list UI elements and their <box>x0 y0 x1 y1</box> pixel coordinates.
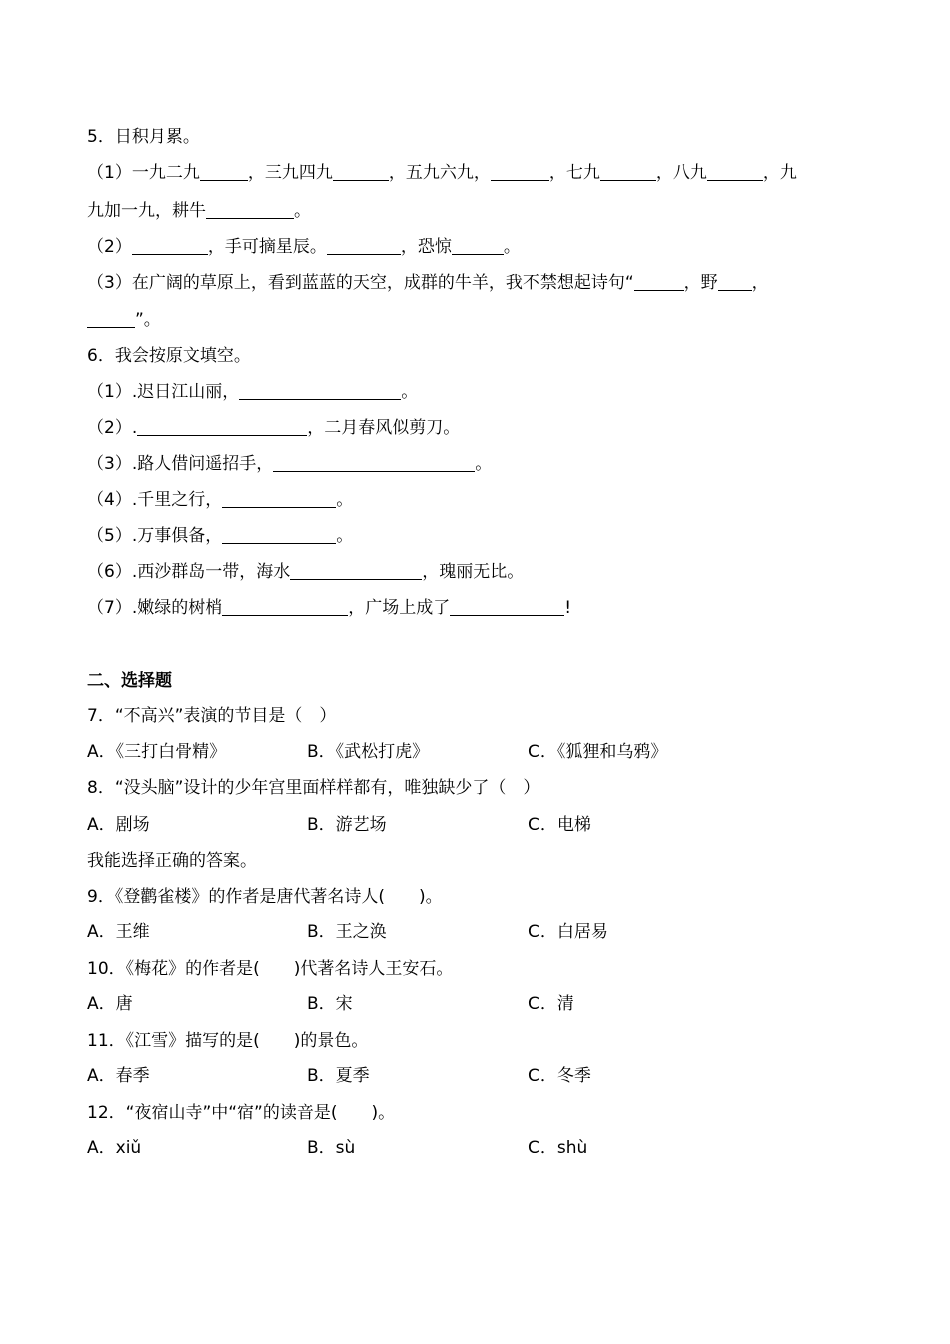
answer-blank[interactable] <box>200 162 248 181</box>
q5-part1-line2 <box>87 199 311 223</box>
q6-item-text: 。 <box>475 454 493 474</box>
answer-blank[interactable] <box>87 309 135 328</box>
q5-p3-text-a: （3）在广阔的草原上，看到蓝蓝的天空，成群的牛羊，我不禁想起诗句“ <box>87 273 634 293</box>
q5-title-text: 5．日积月累。 <box>87 127 200 147</box>
q6-item-7 <box>87 596 571 620</box>
answer-blank[interactable] <box>206 200 294 219</box>
answer-blank[interactable] <box>600 162 656 181</box>
q8-option-b[interactable]: B．游艺场 <box>307 815 387 835</box>
q5-p2-text-d: 。 <box>503 237 521 257</box>
q12-option-a[interactable]: A．xiǔ <box>87 1138 142 1158</box>
q6-item-text: ，瑰丽无比。 <box>422 562 525 582</box>
answer-blank[interactable] <box>222 525 336 544</box>
q5-part1-line1 <box>87 161 797 185</box>
answer-blank[interactable] <box>452 236 504 255</box>
q10-stem: 10．《梅花》的作者是( )代著名诗人王安石。 <box>87 959 454 979</box>
q9-option-a[interactable]: A．王维 <box>87 922 150 942</box>
answer-blank[interactable] <box>239 381 401 400</box>
q7-option-c[interactable]: C．《狐狸和乌鸦》 <box>528 742 668 762</box>
q11-option-a[interactable]: A．春季 <box>87 1066 150 1086</box>
q5-p1-text-g: 九加一九，耕牛 <box>87 201 206 221</box>
answer-blank[interactable] <box>333 162 389 181</box>
answer-blank[interactable] <box>222 597 348 616</box>
q12-option-c[interactable]: C．shù <box>528 1138 588 1158</box>
q6-item-2 <box>87 416 460 440</box>
q8-option-a[interactable]: A．剧场 <box>87 815 150 835</box>
q5-part3-line2 <box>87 308 161 332</box>
q6-item-4 <box>87 488 353 512</box>
q10-option-a[interactable]: A．唐 <box>87 994 133 1014</box>
q6-item-text: （3）.路人借问遥招手， <box>87 454 274 474</box>
q6-item-text: 。 <box>336 526 354 546</box>
answer-blank[interactable] <box>450 597 564 616</box>
q5-p3-text-d: ”。 <box>135 310 161 330</box>
q11-stem: 11．《江雪》描写的是( )的景色。 <box>87 1031 369 1051</box>
q5-title <box>87 125 200 149</box>
section-intro: 我能选择正确的答案。 <box>87 851 257 871</box>
answer-blank[interactable] <box>707 162 763 181</box>
q8-stem: 8．“没头脑”设计的少年宫里面样样都有，唯独缺少了（ ） <box>87 778 541 798</box>
q6-title-text: 6．我会按原文填空。 <box>87 346 251 366</box>
q6-item-text: 。 <box>336 490 354 510</box>
answer-blank[interactable] <box>327 236 401 255</box>
q7-option-b[interactable]: B．《武松打虎》 <box>307 742 430 762</box>
answer-blank[interactable] <box>718 272 752 291</box>
q10-option-b[interactable]: B．宋 <box>307 994 353 1014</box>
q7-option-a[interactable]: A．《三打白骨精》 <box>87 742 227 762</box>
q6-item-5 <box>87 524 353 548</box>
q6-item-text: 。 <box>401 382 419 402</box>
q5-p1-text-c: ，五九六九， <box>388 163 491 183</box>
q5-p2-text-a: （2） <box>87 237 132 257</box>
q5-p1-text-h: 。 <box>294 201 311 221</box>
q5-p2-text-b: ，手可摘星辰。 <box>207 237 327 257</box>
q11-option-c[interactable]: C．冬季 <box>528 1066 591 1086</box>
q6-item-text: （1）.迟日江山丽， <box>87 382 240 402</box>
q7-stem: 7．“不高兴”表演的节目是（ ） <box>87 706 337 726</box>
q8-option-c[interactable]: C．电梯 <box>528 815 591 835</box>
q5-p3-text-c: ， <box>751 273 769 293</box>
q12-stem: 12．“夜宿山寺”中“宿”的读音是( )。 <box>87 1103 396 1123</box>
section-heading <box>87 669 172 693</box>
q10-option-c[interactable]: C．清 <box>528 994 574 1014</box>
q6-item-3 <box>87 452 492 476</box>
q5-p1-text-a: （1）一九二九 <box>87 163 200 183</box>
q9-option-b[interactable]: B．王之涣 <box>307 922 387 942</box>
q6-title <box>87 344 251 368</box>
q12-option-b[interactable]: B．sù <box>307 1138 356 1158</box>
q5-p1-text-f: ，九 <box>762 163 797 183</box>
q5-p1-text-d: ，七九 <box>548 163 600 183</box>
answer-blank[interactable] <box>290 561 422 580</box>
q6-item-text: （2）. <box>87 418 138 438</box>
q5-part2 <box>87 235 521 259</box>
q6-item-1 <box>87 380 418 404</box>
q6-item-text: ! <box>564 598 572 618</box>
q6-item-text: （4）.千里之行， <box>87 490 223 510</box>
section-heading-text: 二、选择题 <box>87 671 172 691</box>
q5-p3-text-b: ，野 <box>683 273 718 293</box>
q6-item-text: （7）.嫩绿的树梢 <box>87 598 223 618</box>
q5-p1-text-e: ，八九 <box>655 163 707 183</box>
q9-option-c[interactable]: C．白居易 <box>528 922 608 942</box>
q5-p2-text-c: ，恐惊 <box>400 237 452 257</box>
q5-part3-line1 <box>87 271 769 295</box>
q6-item-text: ，二月春风似剪刀。 <box>307 418 461 438</box>
q6-item-6 <box>87 560 524 584</box>
q9-stem: 9．《登鹳雀楼》的作者是唐代著名诗人( )。 <box>87 887 443 907</box>
answer-blank[interactable] <box>273 453 475 472</box>
q6-item-text: （5）.万事俱备， <box>87 526 223 546</box>
answer-blank[interactable] <box>491 162 549 181</box>
answer-blank[interactable] <box>634 272 684 291</box>
q6-item-text: （6）.西沙群岛一带，海水 <box>87 562 291 582</box>
answer-blank[interactable] <box>137 417 307 436</box>
answer-blank[interactable] <box>222 489 336 508</box>
q11-option-b[interactable]: B．夏季 <box>307 1066 370 1086</box>
answer-blank[interactable] <box>132 236 208 255</box>
q6-item-text: ，广场上成了 <box>348 598 451 618</box>
q5-p1-text-b: ，三九四九 <box>247 163 333 183</box>
